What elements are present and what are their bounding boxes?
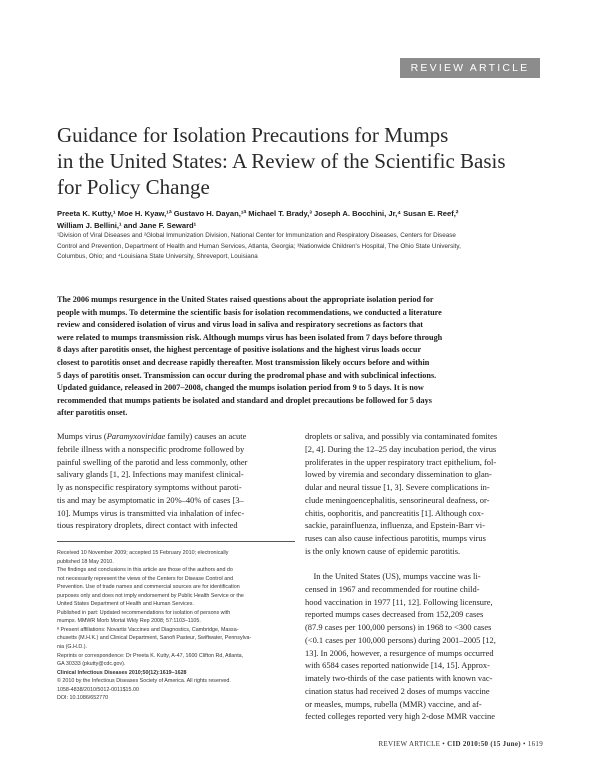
footnote-line: nia (G.H.D.). [57, 644, 87, 651]
abstract-line: 5 days of parotitis onset. Transmission can occur during the prodromal phase and with subclinical infections. [57, 370, 437, 380]
footnotes [57, 549, 295, 703]
abstract-line: 8 days after parotitis onset, the highest percentage of positive isolations and the highest virus loads occur [57, 345, 422, 355]
body-line: imately two-thirds of the case patients with known vac- [305, 673, 493, 683]
footer-section: REVIEW ARTICLE [378, 740, 441, 748]
footnote-line: mumps. MMWR Morb Mortal Wkly Rep 2008; 57:1103–1105. [57, 618, 201, 625]
footnote-line: Published in part: Updated recommendations for isolation of persons with [57, 609, 231, 616]
section-banner [400, 58, 540, 78]
footnote-line: The findings and conclusions in this article are those of the authors and do [57, 567, 233, 574]
footnote-line: not necessarily represent the views of the Centers for Disease Control and [57, 575, 234, 582]
abstract-line: closest to parotitis onset and decrease rapidly thereafter. Most transmission likely occurs before and within [57, 357, 430, 367]
footer-separator: • [522, 740, 526, 748]
body-text: family) causes an acute [165, 431, 247, 441]
abstract-line: Updated guidance, released in 2007–2008, changed the mumps isolation period from 9 to 5 days. It is now [57, 383, 424, 393]
footnote-line: DOI: 10.1086/652770 [57, 695, 109, 702]
body-line: [2, 4]. During the 12–25 day incubation period, the virus [305, 443, 497, 454]
body-line: 10]. Mumps virus is transmitted via inhalation of infec- [57, 507, 245, 518]
abstract [57, 294, 547, 420]
body-line: dular and neural tissue [1, 3]. Severe complications in- [305, 482, 490, 492]
page-number: 1619 [527, 740, 543, 748]
footnote-line: ª Present affiliations: Novartis Vaccines and Diagnostics, Cambridge, Massa- [57, 626, 239, 633]
affiliation-line: Columbus, Ohio; and ⁴Louisiana State University, Shreveport, Louisiana [57, 253, 258, 260]
body-line: tis and may be asymptomatic in 20%–40% of cases [3– [57, 494, 244, 505]
section-label: REVIEW ARTICLE [410, 62, 530, 74]
footnote-line: © 2010 by the Infectious Diseases Society of America. All rights reserved. [57, 678, 231, 685]
body-text: Mumps virus ( [57, 431, 107, 441]
author-list [57, 208, 547, 231]
footnote-line: Prevention. Use of trade names and commercial sources are for identification [57, 584, 240, 591]
body-line: In the United States (US), mumps vaccine was li- [305, 571, 481, 581]
body-line: tious respiratory droplets, direct contact with infected [57, 520, 238, 531]
body-column-left [57, 430, 295, 532]
affiliations [57, 231, 547, 263]
footnote-line: chusetts (M.H.K.) and Clinical Department, Sanofi Pasteur, Swiftwater, Pennsylva- [57, 635, 252, 642]
article-title [57, 122, 527, 200]
body-column-right-continued [305, 570, 545, 723]
footnote-line: Received 10 November 2009; accepted 15 February 2010; electronically [57, 550, 229, 556]
abstract-line: after parotitis onset. [57, 408, 128, 418]
footer-citation: CID 2010:50 (15 June) [447, 740, 521, 748]
body-line [57, 430, 295, 443]
body-line: proliferates in the upper respiratory tract epithelium, fol- [305, 456, 497, 467]
footnote-line: GA 30333 (pkutty@cdc.gov). [57, 661, 126, 668]
abstract-line: review and considered isolation of virus and virus load in saliva and respiratory secretions as factors that [57, 320, 424, 330]
footnote-line: Reprints or correspondence: Dr Preeta K. Kutty, A-47, 1600 Clifton Rd, Atlanta, [57, 652, 244, 659]
body-line: chitis, oophoritis, and pancreatitis [1]. Although cox- [305, 507, 484, 518]
abstract-line: people with mumps. To determine the scientific basis for isolation recommendations, we conducted a literature [57, 307, 442, 317]
title-line: Guidance for Isolation Precautions for Mumps [57, 123, 449, 147]
footnote-line: purposes only and does not imply endorsement by Public Health Service or the [57, 592, 244, 599]
body-line: salivary glands [1, 2]. Infections may manifest clinical- [57, 469, 244, 480]
body-line: ly as nonspecific respiratory symptoms without paroti- [57, 482, 242, 492]
body-line: (<0.1 cases per 100,000 persons) during 2001–2005 [12, [305, 634, 496, 645]
body-line: lowed by viremia and secondary dissemination to glan- [305, 469, 492, 480]
body-line: with 6584 cases reported nationwide [14, 15]. Approx- [305, 660, 490, 671]
author-line: William J. Bellini,¹ and Jane F. Seward¹ [57, 220, 197, 230]
author-line: Preeta K. Kutty,¹ Moe H. Kyaw,¹ª Gustavo H. Dayan,¹ª Michael T. Brady,³ Joseph A. Bocchini, Jr,⁴ Susan E. Reef,² [57, 209, 459, 218]
footnote-line: 1058-4838/2010/5012-0011$15.00 [57, 686, 139, 693]
abstract-line: recommended that mumps patients be isolated and standard and droplet precautions be followed for 5 days [57, 395, 432, 405]
abstract-line: The 2006 mumps resurgence in the United States raised questions about the appropriate isolation period for [57, 295, 434, 304]
footnote-line: United States Department of Health and Human Services. [57, 601, 194, 608]
abstract-line: were related to mumps transmission risk. Although mumps virus has been isolated from 7 days before through [57, 332, 443, 342]
body-line: painful swelling of the parotid and less commonly, other [57, 456, 248, 467]
body-line: droplets or saliva, and possibly via contaminated fomites [305, 431, 498, 441]
footer-separator: • [442, 740, 446, 748]
body-line: reported mumps cases decreased from 152,209 cases [305, 609, 484, 620]
affiliation-line: ¹Division of Viral Diseases and ²Global Immunization Division, National Center for Immunization and Respiratory Diseases, Centers for Disease [57, 232, 456, 239]
page-footer [378, 740, 543, 748]
body-line: is the only known cause of epidemic parotitis. [305, 545, 461, 556]
body-line: clude meningoencephalitis, sensorineural deafness, or- [305, 494, 490, 505]
body-line: cination status had received 2 doses of mumps vaccine [305, 685, 490, 696]
body-line: fected colleges reported very high 2-dose MMR vaccine [305, 711, 496, 722]
body-line: 13]. In 2006, however, a resurgence of mumps occurred [305, 647, 494, 658]
body-line: (87.9 cases per 100,000 persons) in 1968 to <300 cases [305, 622, 492, 632]
body-line: censed in 1967 and recommended for routine child- [305, 583, 480, 594]
italic-term: Paramyxoviridae [106, 431, 166, 441]
body-column-right [305, 430, 545, 558]
title-line: for Policy Change [57, 175, 210, 199]
body-line: ruses can also cause infectious parotitis, mumps virus [305, 533, 486, 543]
body-line: or measles, mumps, rubella (MMR) vaccine, and af- [305, 698, 482, 709]
footnote-divider [57, 541, 295, 542]
body-line: sackie, parainfluenza, influenza, and Epstein-Barr vi- [305, 520, 485, 531]
affiliation-line: Control and Prevention, Department of Health and Human Services, Atlanta, Georgia; ³Nationwide Children's Hospital, The Ohio State University, [57, 242, 461, 250]
title-line: in the United States: A Review of the Scientific Basis [57, 149, 506, 173]
body-line: febrile illness with a nonspecific prodrome followed by [57, 443, 245, 454]
body-line: hood vaccination in 1977 [11, 12]. Following licensure, [305, 596, 493, 607]
footnote-line: published 18 May 2010. [57, 558, 114, 565]
journal-citation-line: Clinical Infectious Diseases 2010;50(12):1619–1628 [57, 669, 187, 676]
